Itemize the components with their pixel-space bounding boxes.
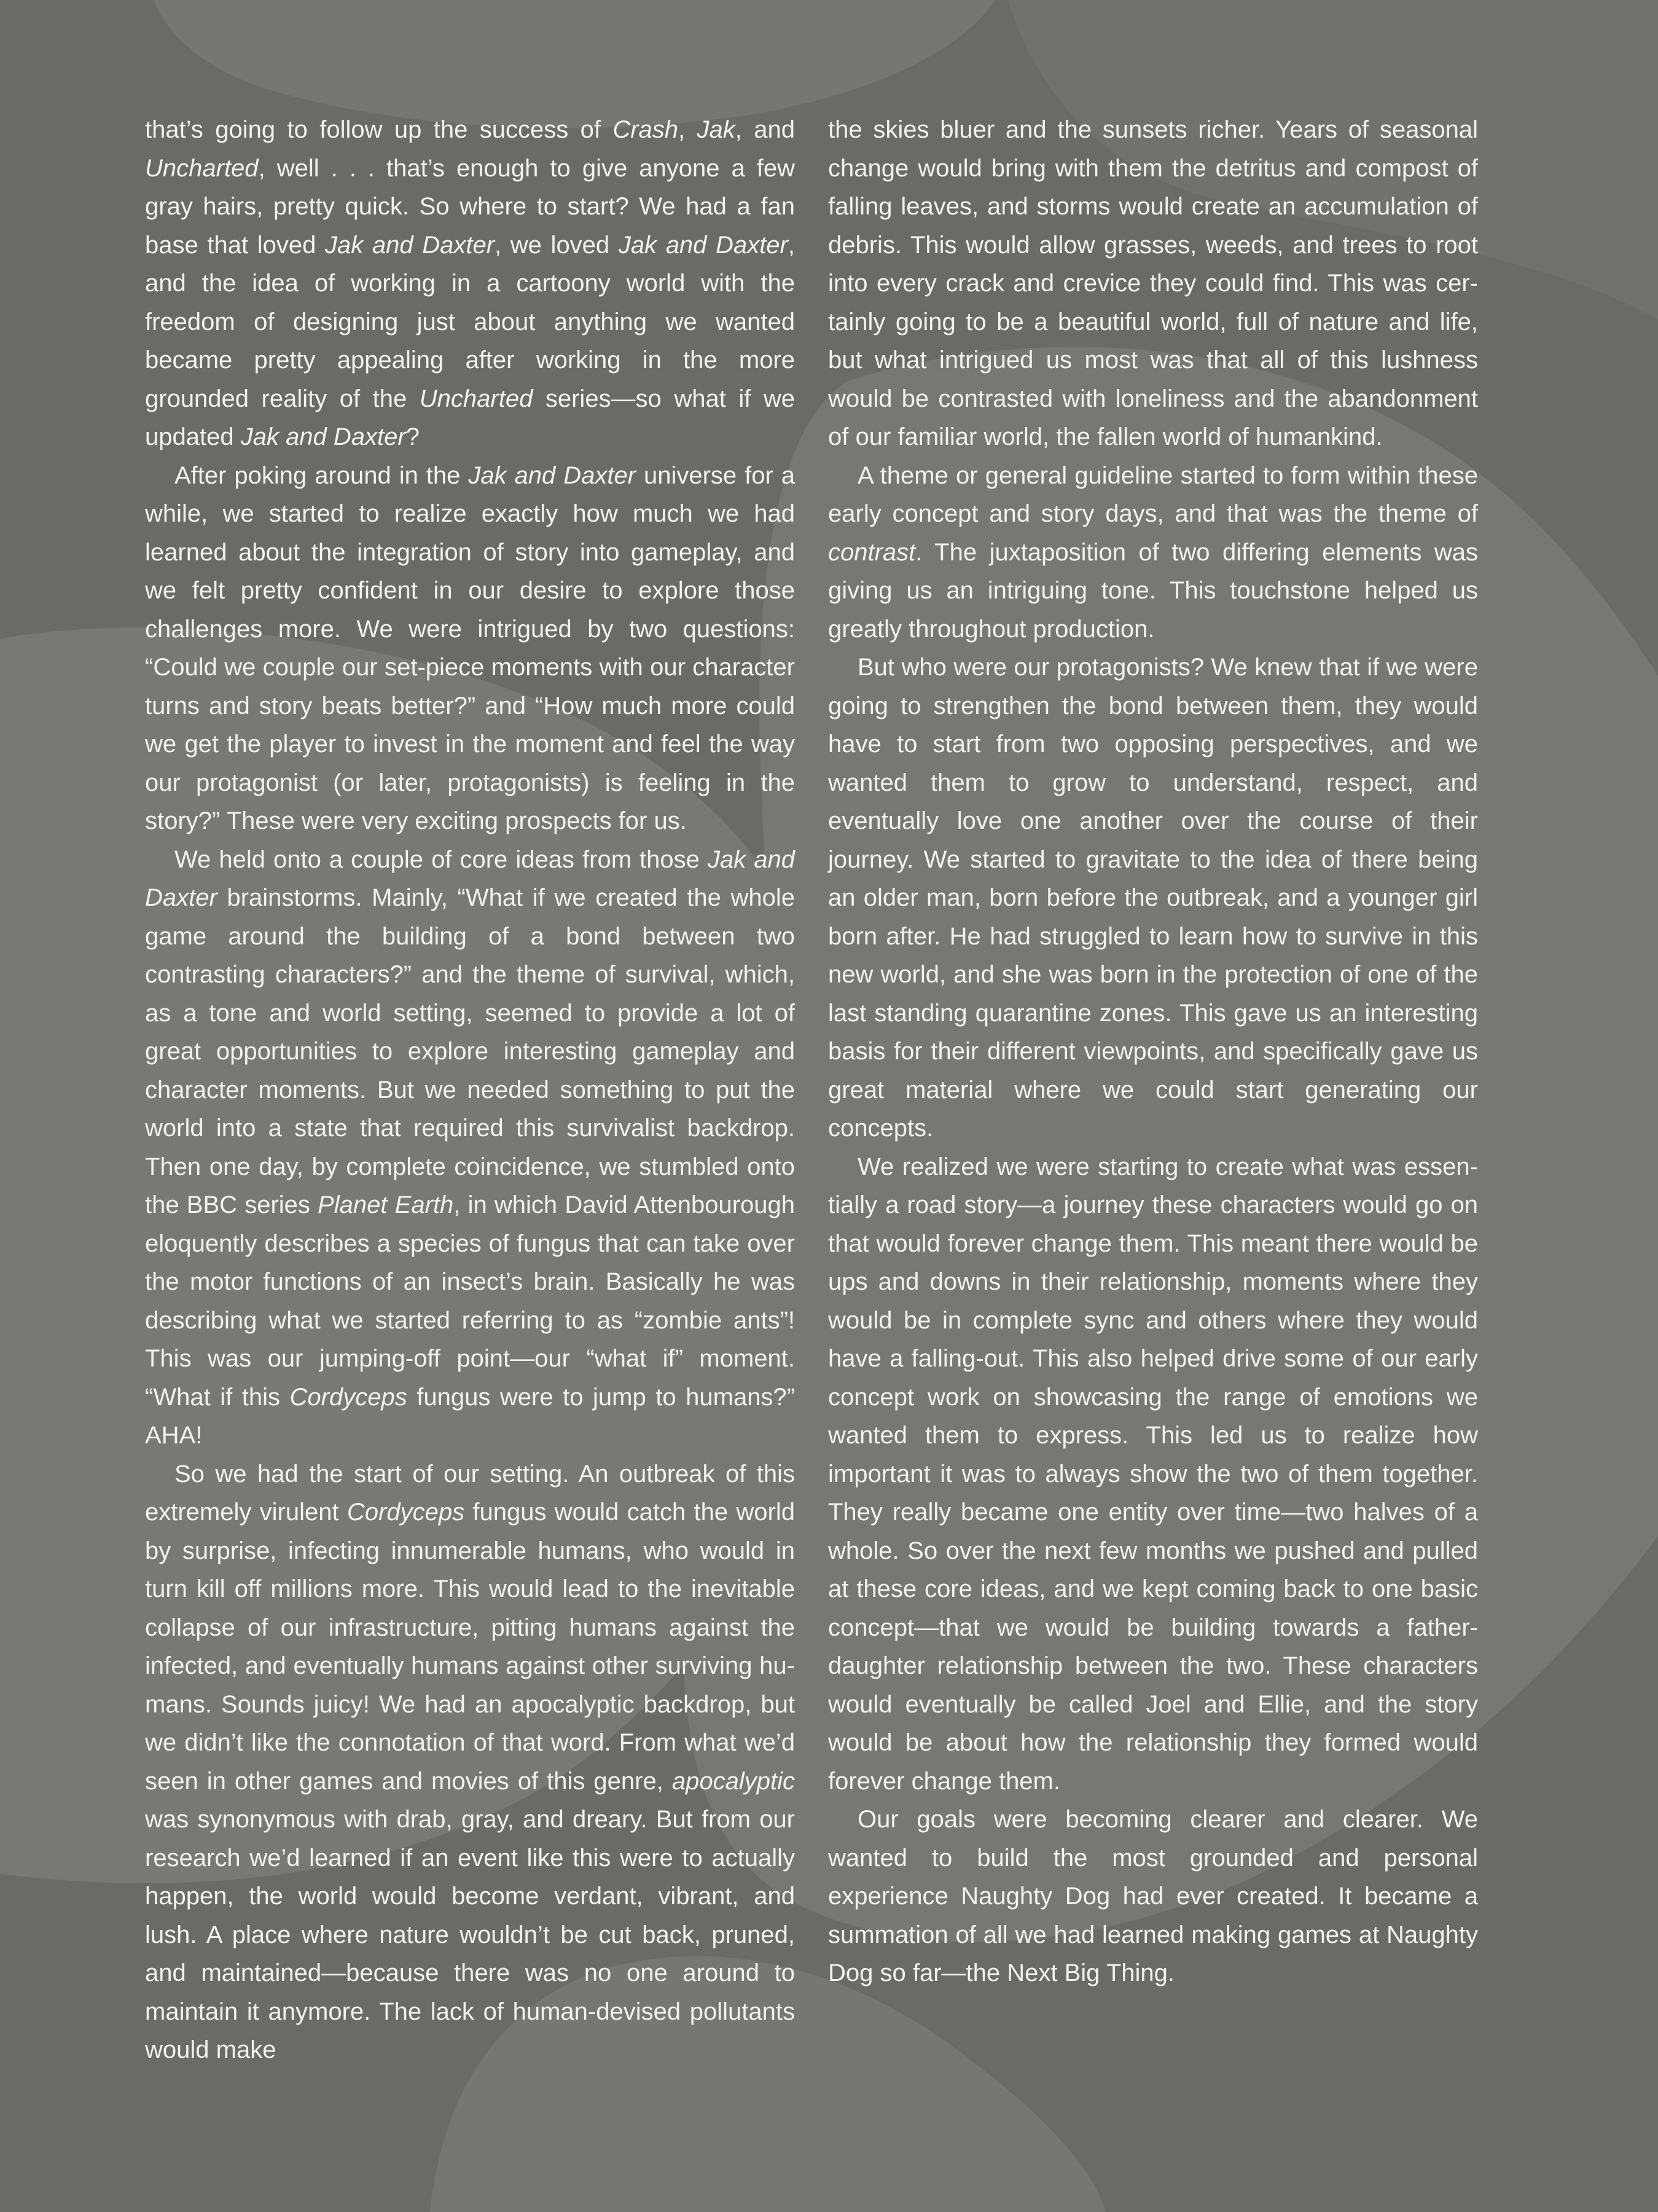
italic-title: Cordyceps [346, 1499, 465, 1526]
italic-title: Jak and Daxter [618, 231, 788, 259]
italic-title: Cordyceps [289, 1383, 407, 1411]
right-column [828, 111, 1478, 1986]
italic-title: Jak [697, 116, 735, 143]
italic-title: Jak and Daxter [240, 423, 406, 450]
left-paragraph-4: So we had the start of our setting. An outbreak of this extremely virulent Cordyceps fungus would catch the world by surprise, infecting innumerable humans, who would in turn kill off millions more. This would lead to the inevitable collapse of our infrastructure, pitting humans against the infected, and eventually humans against other surviving humans. Sounds juicy! We had an apocalyptic backdrop, but we didn’t like the connotation of that word. From what we’d seen in other games and movies of this genre, apocalyptic was synonymous with drab, gray, and dreary. But from our research we’d learned if an event like this were to actually happen, the world would become verdant, vibrant, and lush. A place where nature wouldn’t be cut back, pruned, and maintained—because there was no one around to maintain it anymore. The lack of human-devised pollutants would make [145, 1460, 795, 2063]
italic-title: Uncharted [145, 154, 259, 182]
background-blob-top-left [154, 0, 995, 128]
italic-title: contrast [828, 538, 916, 566]
italic-title: Uncharted [419, 385, 533, 412]
right-paragraph-4: We realized we were starting to create what was essentially a road story—a journey these characters would go on that would forever change them. This meant there would be ups and downs in their relationship, moments where they would be in complete sync and others where they would have a falling-out. This also helped drive some of our early concept work on showcasing the range of emotions we wanted them to express. This led us to realize how important it was to always show the two of them together. They really became one entity over time—two halves of a whole. So over the next few months we pushed and pulled at these core ideas, and we kept coming back to one basic concept—that we would be building towards a father-daughter relationship between the two. These characters would eventually be called Joel and Ellie, and the story would be about how the relationship they formed would forever change them. [828, 1153, 1478, 1795]
right-paragraph-3: But who were our protagonists? We knew that if we were going to strengthen the bond between them, they would have to start from two opposing perspectives, and we wanted them to grow to understand, respect, and eventually love one another over the course of their journey. We started to gravitate to the idea of there being an older man, born before the outbreak, and a younger girl born after. He had struggled to learn how to survive in this new world, and she was born in the protection of one of the last standing quarantine zones. This gave us an interesting basis for their different viewpoints, and specifically gave us great material where we could start generating our concepts. [828, 654, 1478, 1142]
italic-title: Planet Earth [318, 1191, 454, 1218]
italic-title: Jak and Daxter [324, 231, 495, 259]
right-paragraph-1: the skies bluer and the sunsets richer. Years of seasonal change would bring with them the detritus and compost of falling leaves, and storms would create an accumulation of debris. This would allow grasses, weeds, and trees to root into every crack and crevice they could find. This was certainly going to be a beautiful world, full of nature and life, but what intrigued us most was that all of this lushness would be contrasted with loneliness and the abandonment of our familiar world, the fallen world of humankind. [828, 116, 1478, 450]
book-page [145, 111, 1478, 2063]
italic-title: Crash [612, 116, 679, 143]
italic-title: Jak and Daxter [468, 461, 636, 489]
right-paragraph-5: Our goals were becoming clearer and clearer. We wanted to build the most grounded and personal experience Naughty Dog had ever created. It became a summation of all we had learned making games at Naughty Dog so far—the Next Big Thing. [828, 1806, 1478, 1986]
left-paragraph-2: After poking around in the Jak and Daxter universe for a while, we started to realize exactly how much we had learned about the integration of story into gameplay, and we felt pretty confident in our desire to explore those challenges more. We were intrigued by two questions: “Could we couple our set-piece moments with our character turns and story beats better?” and “How much more could we get the player to invest in the moment and feel the way our protagonist (or later, protagonists) is feeling in the story?” These were very exciting prospects for us. [145, 461, 795, 834]
left-paragraph-1: that’s going to follow up the success of Crash, Jak, and Uncharted, well . . . that’s enough to give anyone a few gray hairs, pretty quick. So where to start? We had a fan base that loved Jak and Daxter, we loved Jak and Daxter, and the idea of working in a cartoony world with the freedom of designing just about anything we wanted became pretty appealing after working in the more grounded reality of the Uncharted series—so what if we updated Jak and Daxter? [145, 116, 796, 450]
right-paragraph-2: A theme or general guideline started to form within these early concept and story days, and that was the theme of contrast. The juxtaposition of two differing elements was giving us an intriguing tone. This touchstone helped us greatly throughout production. [828, 461, 1478, 643]
italic-title: Jak and Daxter [145, 845, 795, 911]
left-paragraph-3: We held onto a couple of core ideas from those Jak and Daxter brainstorms. Mainly, “What if we created the whole game around the building of a bond between two contrasting characters?” and the theme of survival, which, as a tone and world setting, seemed to provide a lot of great opportunities to explore interesting gameplay and character moments. But we needed something to put the world into a state that required this survivalist backdrop. Then one day, by complete coincidence, we stumbled onto the BBC series Planet Earth, in which David Attenbourough eloquently describes a species of fungus that can take over the motor functions of an insect’s brain. Basically he was describing what we started referring to as “zombie ants”! This was our jumping-off point—our “what if” moment. “What if this Cordyceps fungus were to jump to humans?” AHA! [145, 845, 796, 1449]
italic-title: apocalyptic [671, 1767, 795, 1795]
left-column [145, 111, 796, 2063]
